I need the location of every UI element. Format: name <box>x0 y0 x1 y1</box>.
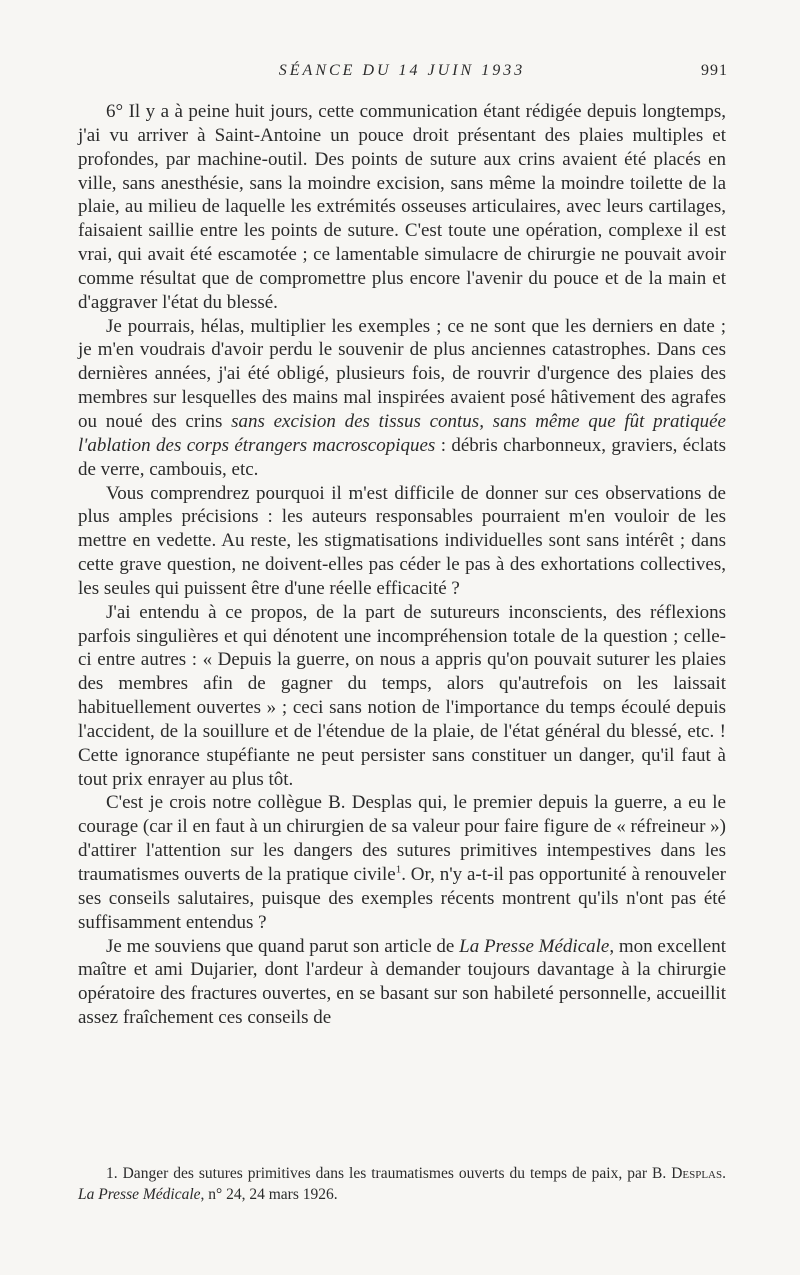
paragraph-4: J'ai entendu à ce propos, de la part de sutureurs inconscients, des réflexions parfois singulières et qui dénotent une incompréhension totale de la question ; celle-ci entre autres : « Depuis la guerre, on nous a appris qu'on pouvait suturer les plaies des membres afin de gagner du temps, alors qu'autrefois on les laissait habituellement ouvertes » ; ceci sans notion de l'importance du temps écoulé depuis l'accident, de la souillure et de l'étendue de la plaie, de l'état général du blessé, etc. ! Cette ignorance stupéfiante ne peut persister sans constituer un danger, qu'il faut à tout prix enrayer au plus tôt. <box>78 601 726 790</box>
page-header <box>76 62 728 90</box>
paragraph-5-text-b: . Or, n'y a-t-il pas opportunité à renouveler ses conseils salutaires, puisque des exemples récents montrent qu'ils n'ont pas été suffisamment entendus ? <box>78 864 726 933</box>
paragraph-6-italic: La Presse Médicale <box>459 935 610 957</box>
body-text <box>78 100 726 1030</box>
paragraph-2-italic: sans excision des tissus contus, sans même que fût pratiquée l'ablation des corps étrangers macroscopiques <box>78 410 726 456</box>
footnote <box>78 1163 726 1205</box>
paragraph-3: Vous comprendrez pourquoi il m'est difficile de donner sur ces observations de plus amples précisions : les auteurs responsables pourraient m'en vouloir de les mettre en vedette. Au reste, les stigmatisations individuelles sont sans intérêt ; dans cette grave question, ne doivent-elles pas céder le pas à des exhortations collectives, les seules qui puissent être d'une réelle efficacité ? <box>78 482 726 599</box>
footnote-text-c: , n° 24, 24 mars 1926. <box>200 1186 338 1203</box>
running-head: SÉANCE DU 14 JUIN 1933 <box>278 62 526 79</box>
page-number: 991 <box>701 62 728 79</box>
paragraph-6-text-b: , mon excellent maître et ami Dujarier, dont l'ardeur à demander toujours davantage à la chirurgie opératoire des fractures ouvertes, en se basant sur son habileté personnelle, accueillit assez fraîchement ces conseils de <box>78 935 726 1029</box>
paragraph-1: 6° Il y a à peine huit jours, cette communication étant rédigée depuis longtemps, j'ai vu arriver à Saint-Antoine un pouce droit présentant des plaies multiples et profondes, par machine-outil. Des points de suture aux crins avaient été placés en ville, sans anesthésie, sans la moindre excision, sans même la moindre toilette de la plaie, au milieu de laquelle les extrémités osseuses articulaires, avec leurs cartilages, faisaient saillie entre les points de suture. C'est toute une opération, complexe il est vrai, qui avait été escamotée ; ce lamentable simulacre de chirurgie ne pouvait avoir comme résultat que de compromettre plus encore l'avenir du pouce et de la main et d'aggraver l'état du blessé. <box>78 101 726 313</box>
footnote-text-a: 1. Danger des sutures primitives dans les traumatismes ouverts du temps de paix, par B. <box>106 1165 672 1182</box>
footnote-reference: 1 <box>395 863 402 876</box>
paragraph-2-text-a: Je pourrais, hélas, multiplier les exemples ; ce ne sont que les derniers en date ; je m'en voudrais d'avoir perdu le souvenir de plus anciennes catastrophes. Dans ces dernières années, j'ai été obligé, plusieurs fois, de rouvrir d'urgence des plaies des membres sur lesquelles des mains mal inspirées avaient posé hâtivement des agrafes ou noué des crins <box>78 315 726 432</box>
footnote-author: Desplas <box>671 1165 723 1182</box>
paragraph-2-text-b: : débris charbonneux, graviers, éclats de verre, cambouis, etc. <box>78 434 726 480</box>
paragraph-5 <box>78 791 726 934</box>
paragraph-2 <box>78 315 726 482</box>
paragraph-5-text-a: C'est je crois notre collègue B. Desplas qui, le premier depuis la guerre, a eu le courage (car il en faut à un chirurgien de sa valeur pour faire figure de « réfreineur ») d'attirer l'attention sur les dangers des sutures primitives intempestives dans les traumatismes ouverts de la pratique civile <box>78 792 726 885</box>
footnote-journal: La Presse Médicale <box>78 1186 201 1203</box>
footnote-text-b: . <box>722 1165 726 1182</box>
paragraph-6 <box>78 935 726 1030</box>
paragraph-6-text-a: Je me souviens que quand parut son article de <box>106 935 460 957</box>
